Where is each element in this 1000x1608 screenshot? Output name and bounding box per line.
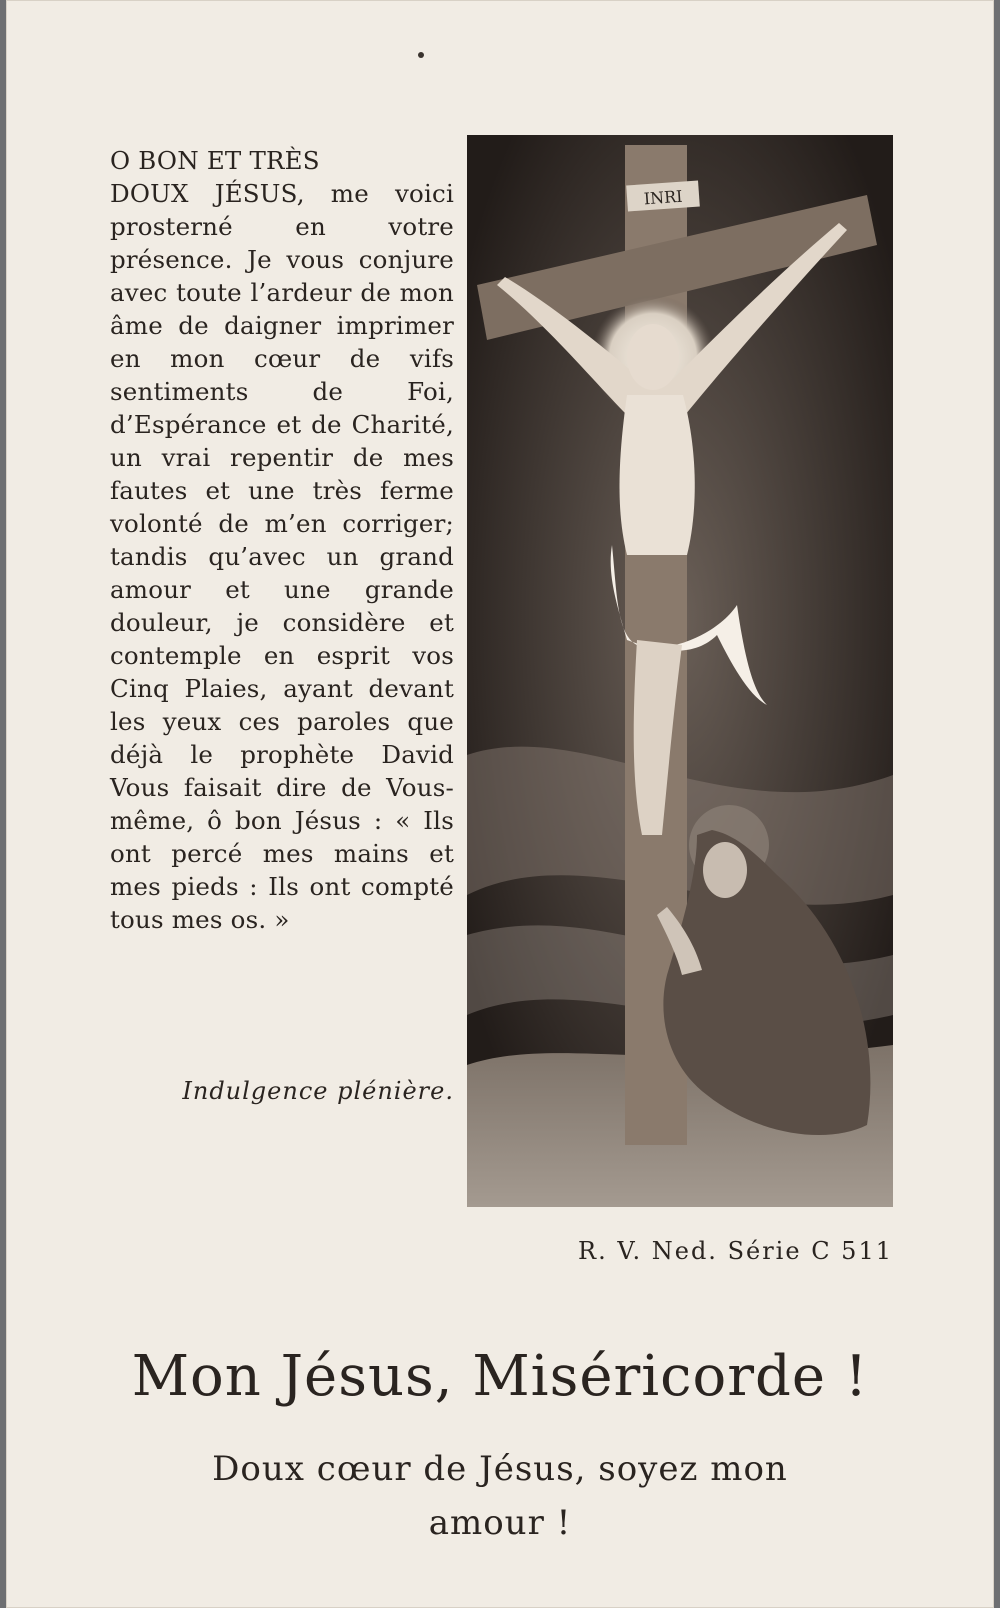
indulgence-note: Indulgence plénière. [182,1077,454,1105]
invocation-subtitle: Doux cœur de Jésus, soyez mon amour ! [212,1449,788,1543]
prayer-body: DOUX JÉSUS, me voici prosterné en votre présence. Je vous conjure avec toute l’ardeur de mon âme de daigner imprimer en mon cœur de vifs sentiments de Foi, d’Espérance et de Charité, un vrai repentir de mes fautes et une très ferme volonté de m’en corriger; tandis qu’avec un grand amour et une grande douleur, je considère et contemple en esprit vos Cinq Plaies, ayant devant les yeux ces paroles que déjà le prophète David Vous faisait dire de Vous-même, ô bon Jésus : « Ils ont percé mes mains et mes pieds : Ils ont compté tous mes os. » [110,179,454,934]
torso [620,395,695,555]
prayer-heading: O BON ET TRÈS [110,146,320,175]
image-reference: R. V. Ned. Série C 511 [578,1237,893,1265]
prayer-card [6,0,994,1608]
print-dot [418,52,424,58]
prayer-text [110,144,454,936]
head [627,324,679,390]
crucifixion-illustration [467,135,893,1207]
inri-text: INRI [643,186,684,209]
woman-face [703,842,747,898]
invocation-title: Mon Jésus, Miséricorde ! [131,1344,869,1409]
crucifixion-image [467,135,893,1207]
